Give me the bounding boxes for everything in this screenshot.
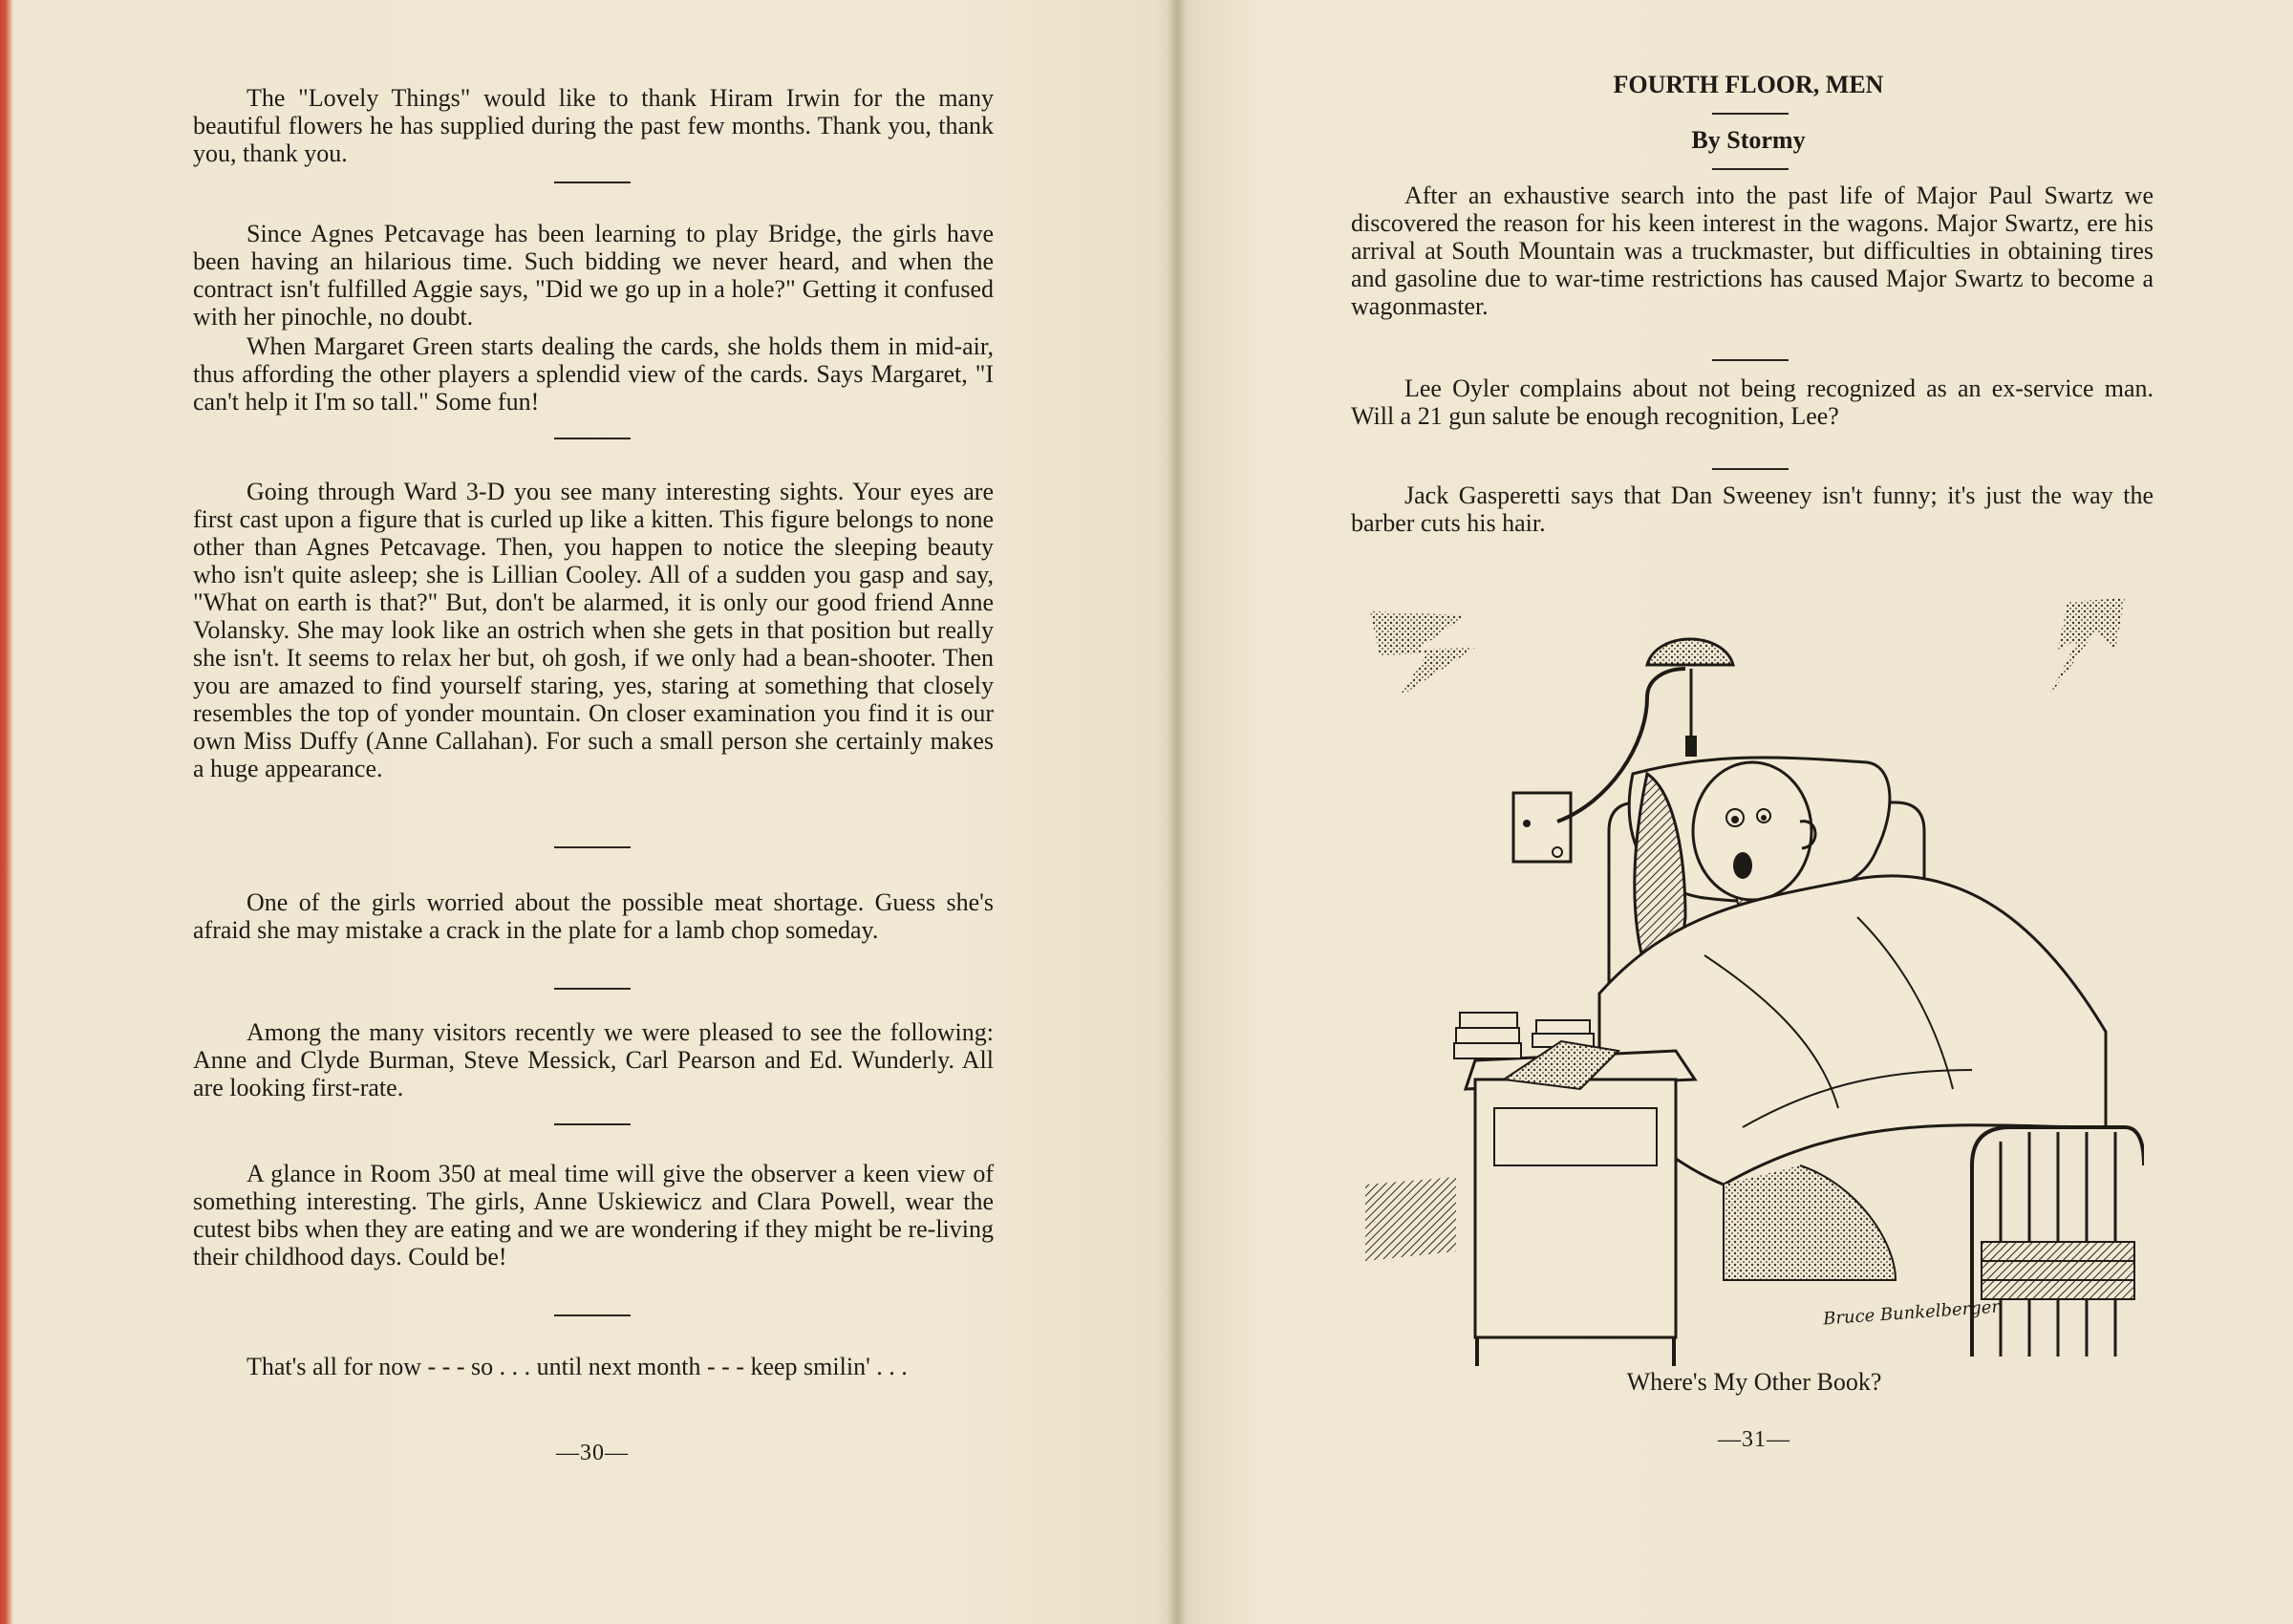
page-number: —30— <box>556 1441 629 1465</box>
nightstand <box>1475 1079 1676 1337</box>
section-divider <box>554 1123 631 1125</box>
wall-shading-right <box>2048 598 2125 697</box>
paragraph-major-swartz: After an exhaustive search into the past life of Major Paul Swartz we discovered the reason for his keen interest in the wagons. Major Swartz, ere his arrival at South Mountain was a truckmaster, but difficulties in obtaining tires and gasoline due to war-time restrictions has caused Major Swartz to become a wagonmaster. <box>1351 182 2154 320</box>
byline: By Stormy <box>1691 126 1806 154</box>
section-title: FOURTH FLOOR, MEN <box>1613 71 1884 98</box>
title-divider <box>1712 113 1789 115</box>
artist-signature: Bruce Bunkelberger <box>1822 1296 2001 1330</box>
paragraph-bridge: Since Agnes Petcavage has been learning to play Bridge, the girls have been having an hilarious time. Such bidding we never heard, and when the contract isn't fulfilled Aggie says, "Did we go up in a hole?" Getting it confused with her pinochle, no doubt. <box>193 220 994 331</box>
section-divider <box>554 988 631 990</box>
lamp-shade <box>1647 639 1733 665</box>
paragraph-meat-shortage: One of the girls worried about the possible meat shortage. Guess she's afraid she may mistake a crack in the plate for a lamb chop someday. <box>193 888 994 944</box>
section-divider <box>554 182 631 183</box>
paragraph-lovely-things: The "Lovely Things" would like to thank Hiram Irwin for the many beautiful flowers he has supplied during the past few months. Thank you, thank you, thank you. <box>193 84 994 167</box>
section-divider <box>1712 359 1789 361</box>
book-stack <box>1460 1013 1517 1028</box>
wall-shading-left <box>1370 611 1475 697</box>
paragraph-margaret-green: When Margaret Green starts dealing the cards, she holds them in mid-air, thus affording the other players a splendid view of the cards. Says Margaret, "I can't help it I'm so tall." Some fun! <box>193 332 994 416</box>
floor-shading <box>1365 1177 1456 1261</box>
patient-face <box>1693 762 1811 900</box>
section-divider <box>1712 468 1789 470</box>
paragraph-visitors: Among the many visitors recently we were pleased to see the following: Anne and Clyde Burman, Steve Messick, Carl Pearson and Ed. Wunderly. All are looking first-rate. <box>193 1018 994 1101</box>
section-divider <box>554 438 631 439</box>
paragraph-gasperetti: Jack Gasperetti says that Dan Sweeney isn't funny; it's just the way the barber cuts his hair. <box>1351 481 2154 537</box>
open-mouth <box>1733 852 1752 879</box>
paragraph-closing: That's all for now - - - so . . . until next month - - - keep smilin' . . . <box>246 1353 908 1380</box>
byline-divider <box>1712 168 1789 170</box>
section-divider <box>554 1314 631 1316</box>
paragraph-lee-oyler: Lee Oyler complains about not being recognized as an ex-service man. Will a 21 gun salute be enough recognition, Lee? <box>1351 374 2154 430</box>
cartoon-illustration <box>1361 592 2144 1376</box>
paragraph-room-350: A glance in Room 350 at meal time will give the observer a keen view of something interesting. The girls, Anne Uskiewicz and Clara Powell, wear the cutest bibs when they are eating and we are wondering if they might be re-living their childhood days. Could be! <box>193 1160 994 1271</box>
paragraph-ward-3d: Going through Ward 3-D you see many interesting sights. Your eyes are first cast upon a figure that is curled up like a kitten. This figure belongs to none other than Agnes Petcavage. Then, you happen to notice the sleeping beauty who isn't quite asleep; she is Lillian Cooley. All of a sudden you gasp and say, "What on earth is that?" But, don't be alarmed, it is only our good friend Anne Volansky. She may look like an ostrich when she gets in that position but really she isn't. It seems to relax her but, oh gosh, if we only had a bean-shooter. Then you are amazed to find yourself staring, yes, staring at something that closely resembles the top of yonder mountain. On closer examination you find it is our own Miss Duffy (Anne Callahan). For such a small person she certainly makes a huge appearance. <box>193 478 994 782</box>
section-divider <box>554 846 631 848</box>
cartoon-caption: Where's My Other Book? <box>1626 1368 1882 1396</box>
page-number: —31— <box>1718 1427 1790 1452</box>
